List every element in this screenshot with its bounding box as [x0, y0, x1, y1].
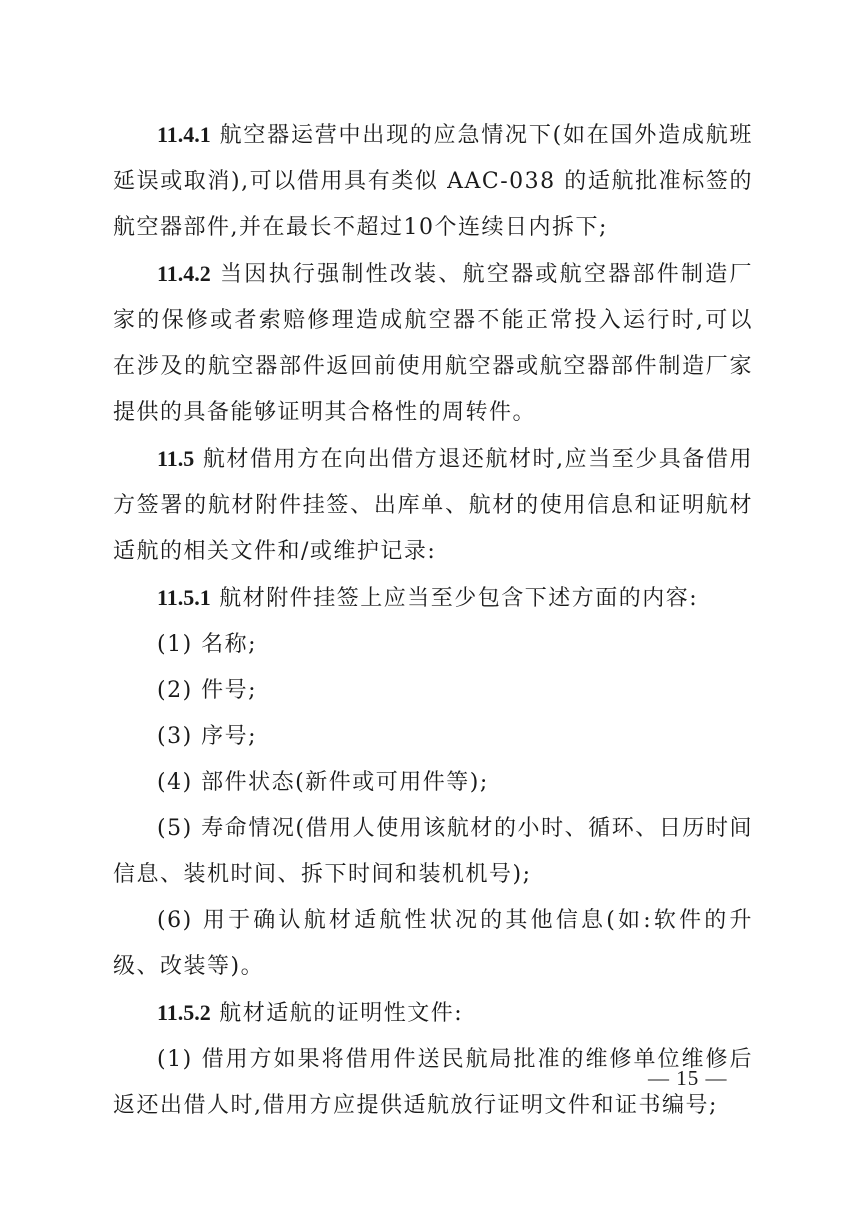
clause-number: 11.4.2: [157, 261, 211, 286]
list-item-6-other-info: [113, 898, 753, 990]
list-item-4-part-status: [113, 760, 753, 806]
list-item-3-serial-number: [113, 714, 753, 760]
list-item-5-life-status: [113, 806, 753, 898]
clause-11-5: [113, 436, 753, 575]
clause-number: 11.5.2: [157, 1000, 211, 1025]
list-item-text: (5) 寿命情况(借用人使用该航材的小时、循环、日历时间信息、装机时间、拆下时间和装机机号);: [113, 816, 753, 887]
clause-text: 航空器运营中出现的应急情况下(如在国外造成航班延误或取消),可以借用具有类似 AAC-038 的适航批准标签的航空器部件,并在最长不超过10个连续日内拆下;: [113, 123, 753, 240]
clause-11-4-2: [113, 251, 753, 436]
clause-number: 11.5: [157, 446, 195, 471]
clause-text: 航材附件挂签上应当至少包含下述方面的内容:: [210, 586, 699, 611]
list-item-text: (1) 借用方如果将借用件送民航局批准的维修单位维修后返还出借人时,借用方应提供适航放行证明文件和证书编号;: [113, 1047, 753, 1118]
clause-text: 当因执行强制性改装、航空器或航空器部件制造厂家的保修或者索赔修理造成航空器不能正常投入运行时,可以在涉及的航空器部件返回前使用航空器或航空器部件制造厂家提供的具备能够证明其合格性的周转件。: [113, 262, 753, 425]
clause-11-4-1: [113, 112, 753, 251]
clause-11-5-2: [113, 990, 753, 1037]
clause-11-5-1: [113, 575, 753, 622]
list-item-1-name: [113, 622, 753, 668]
document-body: [113, 112, 753, 1129]
list-item-text: (3) 序号;: [157, 724, 258, 749]
page-number: — 15 —: [648, 1066, 728, 1090]
list-item-text: (4) 部件状态(新件或可用件等);: [157, 770, 489, 795]
clause-text: 航材借用方在向出借方退还航材时,应当至少具备借用方签署的航材附件挂签、出库单、航材的使用信息和证明航材适航的相关文件和/或维护记录:: [113, 447, 753, 564]
list-item-2-part-number: [113, 668, 753, 714]
list-item-text: (1) 名称;: [157, 632, 258, 657]
list-item-text: (6) 用于确认航材适航性状况的其他信息(如:软件的升级、改装等)。: [113, 908, 753, 979]
clause-number: 11.4.1: [157, 122, 211, 147]
clause-number: 11.5.1: [157, 585, 211, 610]
list-item-text: (2) 件号;: [157, 678, 258, 703]
clause-text: 航材适航的证明性文件:: [210, 1001, 464, 1026]
